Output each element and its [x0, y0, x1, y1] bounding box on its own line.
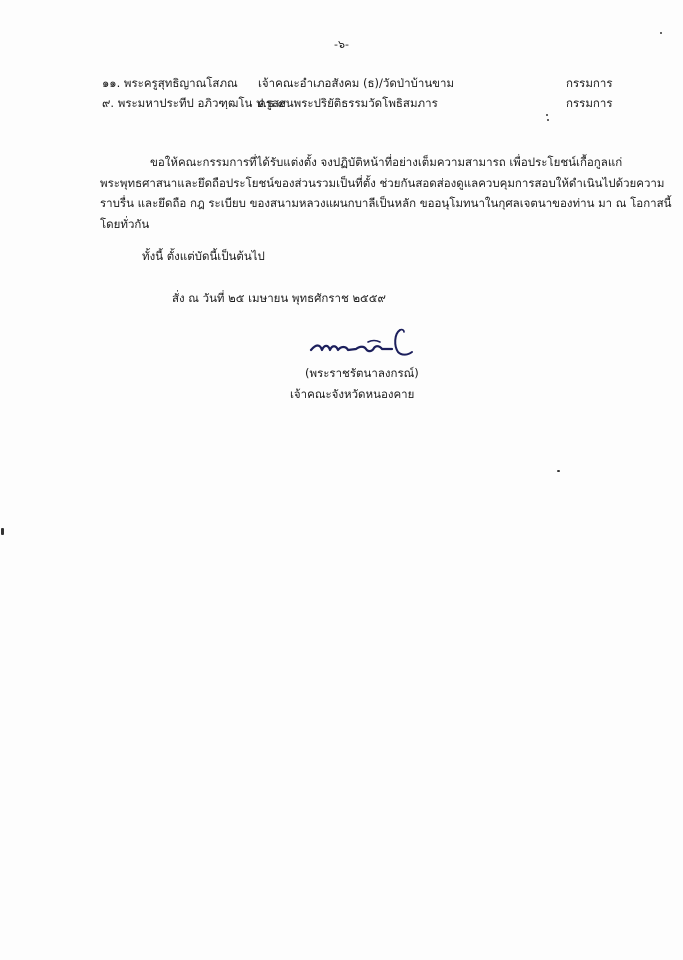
page-number: -๖-	[334, 38, 349, 51]
body-line: พระพุทธศาสนาและยึดถือประโยชน์ของส่วนรวมเป็นที่ตั้ง ช่วยกันสอดส่องดูแลควบคุมการสอบให้ดำเนินไปด้วยความ	[100, 175, 665, 190]
signer-title: เจ้าคณะจังหวัดหนองคาย	[290, 387, 415, 401]
body-line: โดยทั่วกัน	[100, 216, 150, 231]
order-date: สั่ง ณ วันที่ ๒๕ เมษายน พุทธศักราช ๒๕๕๙	[172, 291, 386, 305]
body-line: ขอให้คณะกรรมการที่ได้รับแต่งตั้ง จงปฏิบัติหน้าที่อย่างเต็มความสามารถ เพื่อประโยชน์เกื้อกูลแก่	[150, 155, 623, 169]
speck	[1, 528, 4, 535]
member-role: กรรมการ	[566, 76, 613, 90]
body-line: ราบรื่น และยึดถือ กฎ ระเบียบ ของสนามหลวงแผนกบาลีเป็นหลัก ขออนุโมทนาในกุศลเจตนาของท่าน มา ณ โอกาสนี้	[100, 196, 672, 210]
member-name: ๑๑. พระครูสุทธิญาณโสภณ	[102, 76, 238, 90]
speck	[547, 119, 549, 121]
member-name: ๙. พระมหาประทีป อภิวฑฺฒโน ป.ธ.๙	[102, 96, 287, 110]
effective-clause: ทั้งนี้ ตั้งแต่บัดนี้เป็นต้นไป	[142, 249, 265, 263]
member-position: ครูสอนพระปริยัติธรรมวัดโพธิสมภาร	[258, 96, 438, 110]
member-role: กรรมการ	[566, 96, 613, 110]
speck	[546, 114, 548, 116]
signer-name: (พระราชรัตนาลงกรณ์)	[305, 366, 419, 380]
member-position: เจ้าคณะอำเภอสังคม (ธ)/วัดป่าบ้านขาม	[258, 76, 455, 90]
speck	[557, 470, 560, 472]
body-paragraph	[100, 152, 672, 234]
speck	[660, 32, 662, 34]
signature-image	[308, 326, 418, 360]
